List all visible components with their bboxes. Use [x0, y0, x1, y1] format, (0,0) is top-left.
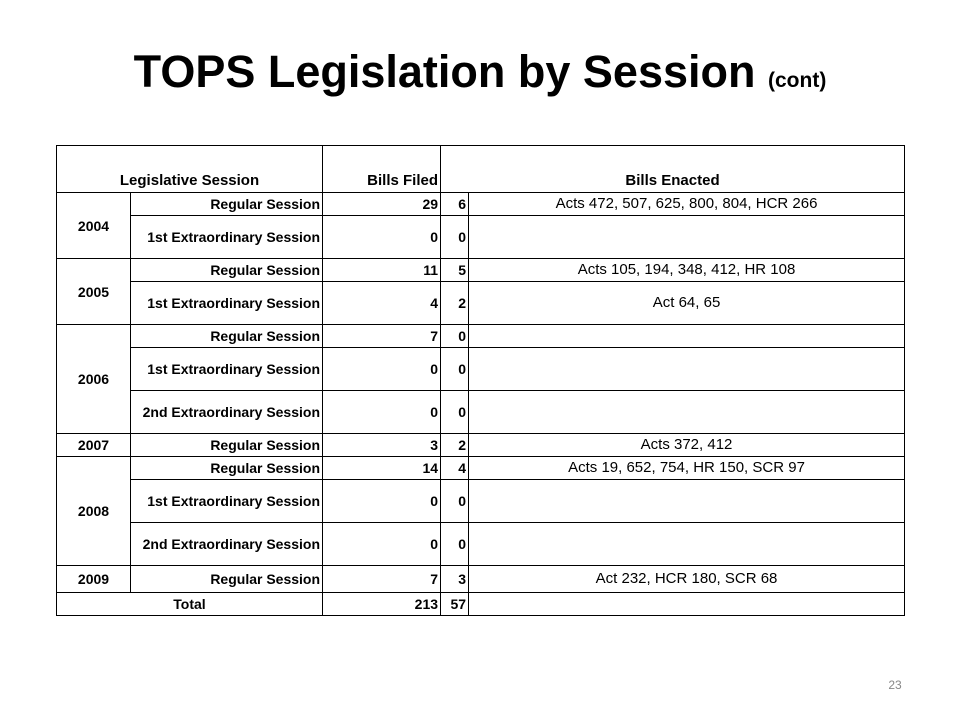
bills-enacted-count-cell: 5	[441, 259, 469, 282]
bills-enacted-acts-cell: Act 64, 65	[469, 282, 905, 325]
table-row	[57, 391, 905, 434]
session-cell: Regular Session	[131, 566, 323, 593]
bills-enacted-count-cell: 6	[441, 193, 469, 216]
bills-enacted-acts-cell	[469, 391, 905, 434]
year-cell: 2008	[57, 457, 131, 566]
bills-filed-cell: 0	[323, 480, 441, 523]
bills-enacted-count-cell: 2	[441, 434, 469, 457]
session-cell: Regular Session	[131, 457, 323, 480]
session-cell: Regular Session	[131, 325, 323, 348]
table-row	[57, 480, 905, 523]
bills-enacted-acts-cell	[469, 348, 905, 391]
year-cell: 2006	[57, 325, 131, 434]
page-number: 23	[888, 678, 902, 692]
bills-enacted-acts-cell	[469, 523, 905, 566]
table-row	[57, 457, 905, 480]
session-cell: 2nd Extraordinary Session	[131, 391, 323, 434]
bills-enacted-acts-cell	[469, 216, 905, 259]
bills-enacted-count-cell: 2	[441, 282, 469, 325]
session-cell: Regular Session	[131, 193, 323, 216]
bills-enacted-acts-cell: Acts 472, 507, 625, 800, 804, HCR 266	[469, 193, 905, 216]
table-row	[57, 216, 905, 259]
bills-filed-cell: 7	[323, 566, 441, 593]
bills-enacted-count-cell: 0	[441, 391, 469, 434]
bills-filed-cell: 0	[323, 216, 441, 259]
bills-enacted-count-cell: 0	[441, 325, 469, 348]
table-row	[57, 325, 905, 348]
bills-filed-cell: 4	[323, 282, 441, 325]
total-enacted-count-cell: 57	[441, 593, 469, 616]
total-label-cell: Total	[57, 593, 323, 616]
bills-enacted-count-cell: 3	[441, 566, 469, 593]
bills-filed-cell: 11	[323, 259, 441, 282]
header-bills-filed: Bills Filed	[323, 146, 441, 193]
bills-filed-cell: 7	[323, 325, 441, 348]
bills-filed-cell: 0	[323, 523, 441, 566]
bills-enacted-count-cell: 4	[441, 457, 469, 480]
table-header-row	[57, 146, 905, 193]
bills-filed-cell: 29	[323, 193, 441, 216]
table-row	[57, 259, 905, 282]
session-cell: 1st Extraordinary Session	[131, 216, 323, 259]
header-bills-enacted: Bills Enacted	[441, 146, 905, 193]
table-row	[57, 348, 905, 391]
bills-filed-cell: 14	[323, 457, 441, 480]
table-row	[57, 434, 905, 457]
bills-filed-cell: 0	[323, 348, 441, 391]
legislation-table	[56, 145, 905, 616]
table-row	[57, 523, 905, 566]
bills-enacted-acts-cell: Acts 372, 412	[469, 434, 905, 457]
bills-enacted-acts-cell: Acts 105, 194, 348, 412, HR 108	[469, 259, 905, 282]
bills-enacted-acts-cell: Act 232, HCR 180, SCR 68	[469, 566, 905, 593]
table-row	[57, 193, 905, 216]
bills-enacted-count-cell: 0	[441, 523, 469, 566]
title-text: TOPS Legislation by Session	[133, 46, 756, 97]
bills-enacted-count-cell: 0	[441, 216, 469, 259]
title-suffix: (cont)	[768, 69, 827, 92]
table-row	[57, 282, 905, 325]
total-row	[57, 593, 905, 616]
bills-enacted-count-cell: 0	[441, 480, 469, 523]
bills-enacted-acts-cell: Acts 19, 652, 754, HR 150, SCR 97	[469, 457, 905, 480]
session-cell: 2nd Extraordinary Session	[131, 523, 323, 566]
session-cell: 1st Extraordinary Session	[131, 282, 323, 325]
year-cell: 2004	[57, 193, 131, 259]
year-cell: 2009	[57, 566, 131, 593]
bills-enacted-acts-cell	[469, 480, 905, 523]
table-row	[57, 566, 905, 593]
slide-title	[0, 42, 960, 111]
bills-filed-cell: 0	[323, 391, 441, 434]
session-cell: Regular Session	[131, 259, 323, 282]
bills-enacted-acts-cell	[469, 325, 905, 348]
year-cell: 2005	[57, 259, 131, 325]
total-enacted-acts-cell	[469, 593, 905, 616]
year-cell: 2007	[57, 434, 131, 457]
total-filed-cell: 213	[323, 593, 441, 616]
bills-enacted-count-cell: 0	[441, 348, 469, 391]
header-legislative-session: Legislative Session	[57, 146, 323, 193]
bills-filed-cell: 3	[323, 434, 441, 457]
session-cell: Regular Session	[131, 434, 323, 457]
session-cell: 1st Extraordinary Session	[131, 348, 323, 391]
session-cell: 1st Extraordinary Session	[131, 480, 323, 523]
